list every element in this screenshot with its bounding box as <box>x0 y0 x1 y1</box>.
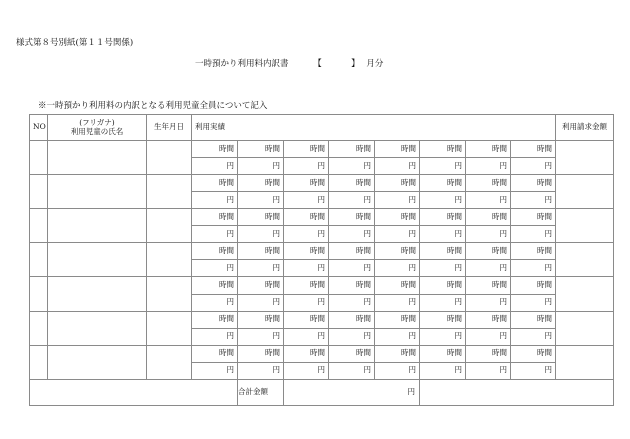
hours-cell[interactable]: 時間 <box>375 311 420 328</box>
yen-cell[interactable]: 円 <box>329 260 375 277</box>
child-name-cell[interactable] <box>48 175 147 209</box>
no-cell[interactable] <box>30 243 48 277</box>
hours-cell[interactable]: 時間 <box>284 311 329 328</box>
hours-cell[interactable]: 時間 <box>192 277 238 294</box>
hours-cell[interactable]: 時間 <box>238 277 284 294</box>
birthdate-cell[interactable] <box>147 243 192 277</box>
hours-cell[interactable]: 時間 <box>329 209 375 226</box>
header-child-name <box>48 115 147 141</box>
child-row-hours <box>30 311 614 328</box>
billing-amount-cell[interactable] <box>556 311 614 345</box>
yen-cell[interactable]: 円 <box>192 294 238 311</box>
hours-cell[interactable]: 時間 <box>284 345 329 362</box>
child-name-cell[interactable] <box>48 345 147 379</box>
hours-cell[interactable]: 時間 <box>192 209 238 226</box>
yen-cell[interactable]: 円 <box>375 158 420 175</box>
hours-cell[interactable]: 時間 <box>375 277 420 294</box>
yen-cell[interactable]: 円 <box>238 362 284 379</box>
title-line <box>195 57 383 69</box>
usage-table <box>29 114 614 406</box>
birthdate-cell[interactable] <box>147 175 192 209</box>
billing-amount-cell[interactable] <box>556 243 614 277</box>
yen-cell[interactable]: 円 <box>329 294 375 311</box>
hours-cell[interactable]: 時間 <box>466 175 511 192</box>
child-row-hours <box>30 345 614 362</box>
yen-cell[interactable]: 円 <box>420 192 466 209</box>
hours-cell[interactable]: 時間 <box>420 345 466 362</box>
child-row-hours <box>30 277 614 294</box>
hours-cell[interactable]: 時間 <box>284 175 329 192</box>
yen-cell[interactable]: 円 <box>284 226 329 243</box>
birthdate-cell[interactable] <box>147 345 192 379</box>
hours-cell[interactable]: 時間 <box>420 243 466 260</box>
child-row-hours <box>30 243 614 260</box>
no-cell[interactable] <box>30 345 48 379</box>
yen-cell[interactable]: 円 <box>375 192 420 209</box>
yen-cell[interactable]: 円 <box>192 362 238 379</box>
hours-cell[interactable]: 時間 <box>329 175 375 192</box>
header-name: 利用児童の氏名 <box>70 126 124 136</box>
hours-cell[interactable]: 時間 <box>329 277 375 294</box>
hours-cell[interactable]: 時間 <box>284 243 329 260</box>
billing-amount-cell[interactable] <box>556 209 614 243</box>
hours-cell[interactable]: 時間 <box>511 277 556 294</box>
header-kana: (フリガナ) <box>79 117 115 127</box>
hours-cell[interactable]: 時間 <box>284 209 329 226</box>
hours-cell[interactable]: 時間 <box>238 243 284 260</box>
hours-cell[interactable]: 時間 <box>238 141 284 158</box>
yen-cell[interactable]: 円 <box>511 158 556 175</box>
header-birthdate: 生年月日 <box>147 115 192 141</box>
yen-cell[interactable]: 円 <box>511 226 556 243</box>
header-row <box>30 115 614 141</box>
hours-cell[interactable]: 時間 <box>511 175 556 192</box>
hours-cell[interactable]: 時間 <box>192 345 238 362</box>
yen-cell[interactable]: 円 <box>511 294 556 311</box>
yen-cell[interactable]: 円 <box>375 226 420 243</box>
form-title: 一時預かり利用料内訳書 <box>195 59 289 69</box>
yen-cell[interactable]: 円 <box>238 192 284 209</box>
form-number: 様式第８号別紙(第１１号関係) <box>16 38 134 48</box>
hours-cell[interactable]: 時間 <box>238 311 284 328</box>
hours-cell[interactable]: 時間 <box>238 209 284 226</box>
birthdate-cell[interactable] <box>147 141 192 175</box>
yen-cell[interactable]: 円 <box>192 192 238 209</box>
hours-cell[interactable]: 時間 <box>511 311 556 328</box>
no-cell[interactable] <box>30 175 48 209</box>
month-bracket-open: 【 <box>313 59 322 69</box>
hours-cell[interactable]: 時間 <box>466 277 511 294</box>
yen-cell[interactable]: 円 <box>420 362 466 379</box>
total-amount-cell[interactable]: 円 <box>284 379 420 405</box>
billing-amount-cell[interactable] <box>556 175 614 209</box>
yen-cell[interactable]: 円 <box>420 328 466 345</box>
billing-amount-cell[interactable] <box>556 141 614 175</box>
yen-cell[interactable]: 円 <box>329 362 375 379</box>
hours-cell[interactable]: 時間 <box>466 243 511 260</box>
header-no: NO <box>30 115 48 141</box>
yen-cell[interactable]: 円 <box>511 362 556 379</box>
yen-cell[interactable]: 円 <box>284 362 329 379</box>
yen-cell[interactable]: 円 <box>192 260 238 277</box>
yen-cell[interactable]: 円 <box>329 192 375 209</box>
yen-cell[interactable]: 円 <box>420 294 466 311</box>
hours-cell[interactable]: 時間 <box>284 277 329 294</box>
yen-cell[interactable]: 円 <box>329 328 375 345</box>
total-row <box>30 379 614 405</box>
yen-cell[interactable]: 円 <box>511 328 556 345</box>
yen-cell[interactable]: 円 <box>329 158 375 175</box>
hours-cell[interactable]: 時間 <box>329 345 375 362</box>
yen-cell[interactable]: 円 <box>375 260 420 277</box>
yen-cell[interactable]: 円 <box>466 226 511 243</box>
month-bracket-close: 】 <box>351 59 360 69</box>
child-row-hours <box>30 175 614 192</box>
yen-cell[interactable]: 円 <box>420 226 466 243</box>
yen-cell[interactable]: 円 <box>466 328 511 345</box>
hours-cell[interactable]: 時間 <box>511 243 556 260</box>
billing-amount-cell[interactable] <box>556 277 614 311</box>
total-spacer <box>30 379 238 405</box>
hours-cell[interactable]: 時間 <box>375 209 420 226</box>
yen-cell[interactable]: 円 <box>511 260 556 277</box>
hours-cell[interactable]: 時間 <box>192 175 238 192</box>
hours-cell[interactable]: 時間 <box>238 175 284 192</box>
hours-cell[interactable]: 時間 <box>420 175 466 192</box>
yen-cell[interactable]: 円 <box>238 158 284 175</box>
hours-cell[interactable]: 時間 <box>420 209 466 226</box>
hours-cell[interactable]: 時間 <box>375 141 420 158</box>
yen-cell[interactable]: 円 <box>466 294 511 311</box>
hours-cell[interactable]: 時間 <box>420 141 466 158</box>
yen-cell[interactable]: 円 <box>284 328 329 345</box>
header-billing-amount: 利用請求金額 <box>556 115 614 141</box>
yen-cell[interactable]: 円 <box>375 328 420 345</box>
yen-cell[interactable]: 円 <box>238 260 284 277</box>
yen-cell[interactable]: 円 <box>511 192 556 209</box>
instruction-note: ※一時預かり利用料の内訳となる利用児童全員について記入 <box>38 101 268 111</box>
hours-cell[interactable]: 時間 <box>511 141 556 158</box>
no-cell[interactable] <box>30 141 48 175</box>
hours-cell[interactable]: 時間 <box>375 345 420 362</box>
hours-cell[interactable]: 時間 <box>466 141 511 158</box>
child-name-cell[interactable] <box>48 141 147 175</box>
hours-cell[interactable]: 時間 <box>466 345 511 362</box>
hours-cell[interactable]: 時間 <box>238 345 284 362</box>
yen-cell[interactable]: 円 <box>192 226 238 243</box>
yen-cell[interactable]: 円 <box>284 192 329 209</box>
hours-cell[interactable]: 時間 <box>192 141 238 158</box>
yen-cell[interactable]: 円 <box>284 158 329 175</box>
child-row-hours <box>30 209 614 226</box>
child-name-cell[interactable] <box>48 277 147 311</box>
yen-cell[interactable]: 円 <box>329 226 375 243</box>
yen-cell[interactable]: 円 <box>466 362 511 379</box>
hours-cell[interactable]: 時間 <box>511 345 556 362</box>
child-name-cell[interactable] <box>48 311 147 345</box>
child-name-cell[interactable] <box>48 209 147 243</box>
birthdate-cell[interactable] <box>147 209 192 243</box>
yen-cell[interactable]: 円 <box>238 328 284 345</box>
hours-cell[interactable]: 時間 <box>284 141 329 158</box>
birthdate-cell[interactable] <box>147 277 192 311</box>
child-row-hours <box>30 141 614 158</box>
hours-cell[interactable]: 時間 <box>375 243 420 260</box>
yen-cell[interactable]: 円 <box>466 260 511 277</box>
hours-cell[interactable]: 時間 <box>420 311 466 328</box>
billing-amount-cell[interactable] <box>556 345 614 379</box>
hours-cell[interactable]: 時間 <box>466 311 511 328</box>
birthdate-cell[interactable] <box>147 311 192 345</box>
yen-cell[interactable]: 円 <box>238 226 284 243</box>
yen-cell[interactable]: 円 <box>375 362 420 379</box>
hours-cell[interactable]: 時間 <box>192 311 238 328</box>
hours-cell[interactable]: 時間 <box>329 141 375 158</box>
month-suffix: 月分 <box>366 59 384 69</box>
yen-cell[interactable]: 円 <box>192 158 238 175</box>
hours-cell[interactable]: 時間 <box>375 175 420 192</box>
total-trailing <box>420 379 614 405</box>
yen-cell[interactable]: 円 <box>238 294 284 311</box>
yen-cell[interactable]: 円 <box>420 260 466 277</box>
hours-cell[interactable]: 時間 <box>466 209 511 226</box>
hours-cell[interactable]: 時間 <box>329 311 375 328</box>
header-usage-record: 利用実績 <box>192 115 556 141</box>
hours-cell[interactable]: 時間 <box>329 243 375 260</box>
yen-cell[interactable]: 円 <box>375 294 420 311</box>
yen-cell[interactable]: 円 <box>466 158 511 175</box>
yen-cell[interactable]: 円 <box>284 294 329 311</box>
no-cell[interactable] <box>30 277 48 311</box>
no-cell[interactable] <box>30 209 48 243</box>
yen-cell[interactable]: 円 <box>466 192 511 209</box>
yen-cell[interactable]: 円 <box>192 328 238 345</box>
child-name-cell[interactable] <box>48 243 147 277</box>
yen-cell[interactable]: 円 <box>284 260 329 277</box>
hours-cell[interactable]: 時間 <box>420 277 466 294</box>
yen-cell[interactable]: 円 <box>420 158 466 175</box>
hours-cell[interactable]: 時間 <box>192 243 238 260</box>
total-label: 合計金額 <box>238 379 284 405</box>
hours-cell[interactable]: 時間 <box>511 209 556 226</box>
no-cell[interactable] <box>30 311 48 345</box>
